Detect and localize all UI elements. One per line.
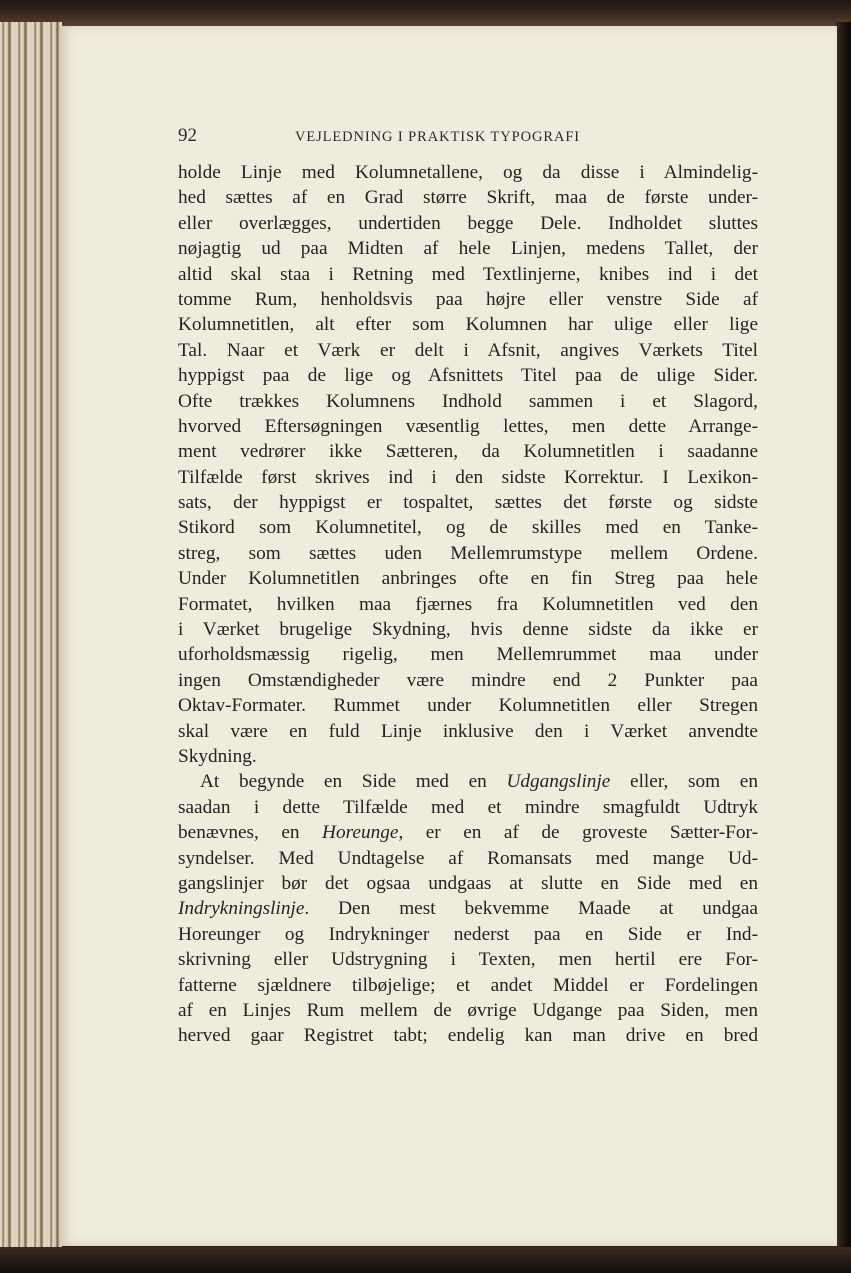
text-run: . Den mest bekvemme Maade at undgaa: [304, 898, 758, 920]
text-line: hyppigst paa de lige og Afsnittets Titel paa de ulige Sider.: [178, 365, 758, 387]
text-line: tomme Rum, henholdsvis paa højre eller venstre Side af: [178, 288, 758, 310]
text-line: herved gaar Registret tabt; endelig kan man drive en bred: [178, 1025, 758, 1047]
text-line: [178, 820, 758, 845]
text-line: sats, der hyppigst er tospaltet, sættes det første og sidste: [178, 492, 758, 514]
text-line: Ofte trækkes Kolumnens Indhold sammen i et Slagord,: [178, 390, 758, 412]
text-line: i Værket brugelige Skydning, hvis denne sidste da ikke er: [178, 619, 758, 641]
text-line: skrivning eller Udstrygning i Texten, men hertil ere For-: [178, 949, 758, 971]
text-line: uforholdsmæssig rigelig, men Mellemrummet maa under: [178, 644, 758, 666]
text-line: Formatet, hvilken maa fjærnes fra Kolumnetitlen ved den: [178, 593, 758, 615]
text-line: hed sættes af en Grad større Skrift, maa de første under-: [178, 187, 758, 209]
text-run: At begynde en Side med en: [200, 771, 507, 793]
page-number: 92: [178, 125, 197, 146]
text-run: , er en af de groveste Sætter-For-: [398, 822, 758, 844]
italic-term: Horeunge: [322, 822, 399, 844]
book-top-edge: [0, 0, 851, 26]
text-line: holde Linje med Kolumnetallene, og da disse i Almindelig-: [178, 162, 758, 183]
text-line: saadan i dette Tilfælde med et mindre smagfuldt Udtryk: [178, 796, 758, 818]
text-line: Tilfælde først skrives ind i den sidste Korrektur. I Lexikon-: [178, 466, 758, 488]
paragraph-end-line: Skydning.: [178, 745, 257, 767]
text-line: af en Linjes Rum mellem de øvrige Udgange paa Siden, men: [178, 999, 758, 1021]
book-bottom-edge: [0, 1247, 851, 1273]
text-line: skal være en fuld Linje inklusive den i Værket anvendte: [178, 720, 758, 742]
text-line: Stikord som Kolumnetitel, og de skilles med en Tanke-: [178, 517, 758, 539]
text-line: nøjagtig ud paa Midten af hele Linjen, medens Tallet, der: [178, 238, 758, 260]
italic-term: Udgangslinje: [506, 771, 611, 793]
text-run: benævnes, en: [178, 822, 323, 844]
text-line: [178, 896, 758, 921]
text-line: Under Kolumnetitlen anbringes ofte en fin Streg paa hele: [178, 568, 758, 590]
text-line: eller overlægges, undertiden begge Dele. Indholdet sluttes: [178, 212, 758, 234]
body-text: [178, 160, 758, 1049]
text-line: streg, som sættes uden Mellemrumstype mellem Ordene.: [178, 542, 758, 564]
text-line: fatterne sjældnere tilbøjelige; et andet Middel er Fordelingen: [178, 974, 758, 996]
italic-term: Indrykningslinje: [178, 898, 305, 920]
text-line: Oktav-Formater. Rummet under Kolumnetitlen eller Stregen: [178, 695, 758, 717]
paragraph-start-line: [178, 769, 758, 794]
text-line: hvorved Eftersøgningen væsentlig lettes, men dette Arrange-: [178, 415, 758, 437]
text-line: Horeunger og Indrykninger nederst paa en Side er Ind-: [178, 923, 758, 945]
text-line: ment vedrører ikke Sætteren, da Kolumnetitlen i saadanne: [178, 441, 758, 463]
book-spine-pages: [0, 22, 62, 1252]
text-line: altid skal staa i Retning med Textlinjerne, knibes ind i det: [178, 263, 758, 285]
text-line: Kolumnetitlen, alt efter som Kolumnen har ulige eller lige: [178, 314, 758, 336]
text-line: syndelser. Med Undtagelse af Romansats med mange Ud-: [178, 847, 758, 869]
text-line: Tal. Naar et Værk er delt i Afsnit, angives Værkets Titel: [178, 339, 758, 361]
running-head: [178, 124, 760, 148]
text-line: ingen Omstændigheder være mindre end 2 Punkter paa: [178, 669, 758, 691]
book-right-edge: [836, 22, 851, 1252]
running-title: VEJLEDNING I PRAKTISK TYPOGRAFI: [295, 129, 581, 145]
text-line: gangslinjer bør det ogsaa undgaas at slutte en Side med en: [178, 872, 758, 894]
text-run: eller, som en: [610, 771, 758, 793]
